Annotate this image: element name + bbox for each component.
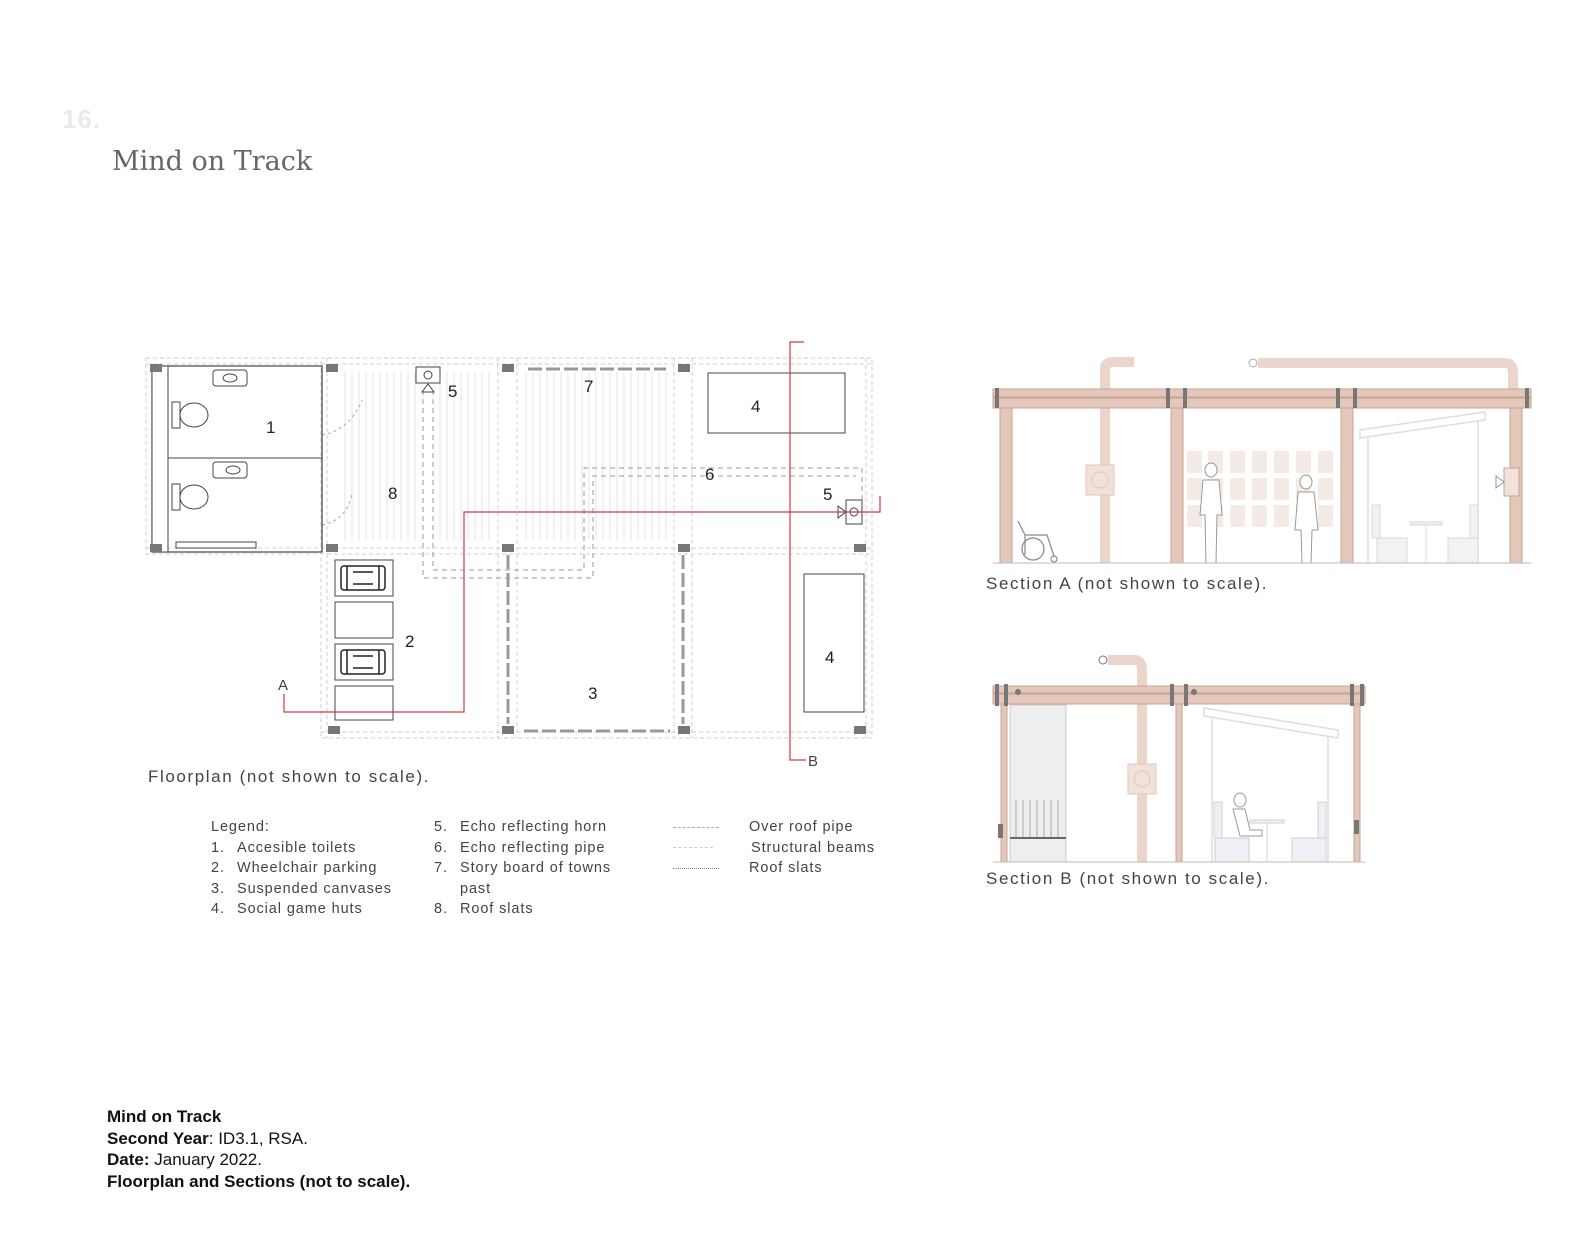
legend-item: 1. Accesible toilets [211,839,357,856]
zone-label-4-top: 4 [751,397,761,416]
legend-line-types [673,817,875,879]
section-a-caption: Section A (not shown to scale). [986,574,1269,593]
zone-label-5-right: 5 [823,485,833,504]
fine-dashed-line-swatch [673,847,713,848]
section-b-seating [1214,802,1326,862]
legend-column-middle [434,817,611,920]
toilet-block [152,366,322,552]
project-name: Mind on Track [107,1107,222,1126]
zone-label-2: 2 [405,632,415,651]
section-marker-b: B [808,753,819,770]
floorplan-caption: Floorplan (not shown to scale). [148,767,431,786]
section-a-frame [993,389,1531,563]
horn-icon [1496,476,1504,488]
date-label: Date: [107,1150,150,1169]
roof-slats [345,372,666,540]
section-a-wheelchair-icon [1018,521,1057,562]
game-huts [708,373,864,712]
door-swings [322,400,362,525]
legend-item: 2. Wheelchair parking [211,860,378,877]
legend-line-item: Structural beams [673,838,875,859]
echo-pipe-box [1128,764,1156,794]
legend-heading: Legend: [211,819,270,835]
zone-label-1: 1 [266,418,276,437]
section-b-person [1233,793,1262,836]
legend-item: 6. Echo reflecting pipe [434,839,606,856]
year-label: Second Year [107,1128,209,1148]
zone-label-4-right: 4 [825,648,835,667]
section-b-drawing [985,645,1375,870]
legend-item: 8. Roof slats [434,901,534,918]
section-marker-a: A [278,677,289,694]
zone-label-3: 3 [588,684,598,703]
zone-label-7: 7 [584,377,594,396]
dashed-line-swatch [673,827,719,828]
legend-line-item: Over roof pipe [673,817,875,838]
legend-item: 3. Suspended canvases [211,880,392,897]
pipe-end-icon [1249,359,1257,367]
page-number: 16. [62,104,102,134]
year-value: : ID3.1, RSA. [208,1128,308,1148]
date-value: January 2022. [149,1150,262,1169]
section-a-drawing [985,350,1535,570]
legend-item: 7. Story board of towns [434,860,611,877]
legend-item: 4. Social game huts [211,901,363,918]
dotted-line-swatch [673,868,719,869]
zone-label-5-left: 5 [448,382,458,401]
drawing-subtitle: Floorplan and Sections (not to scale). [107,1171,411,1191]
echo-pipe-box [1086,465,1114,495]
page-title: Mind on Track [112,146,313,177]
legend-item: 5. Echo reflecting horn [434,819,607,835]
horn-box [1504,468,1519,496]
zone-label-6: 6 [705,465,715,484]
legend-line-item: Roof slats [673,858,875,879]
section-b-caption: Section B (not shown to scale). [986,869,1270,888]
legend-item: past [460,880,492,897]
section-a-seating [1372,505,1478,563]
floorplan-drawing [140,335,900,775]
zone-label-8: 8 [388,484,398,503]
pipe-end-icon [1099,656,1107,664]
legend-column-left [211,817,392,920]
project-info [107,1106,410,1192]
